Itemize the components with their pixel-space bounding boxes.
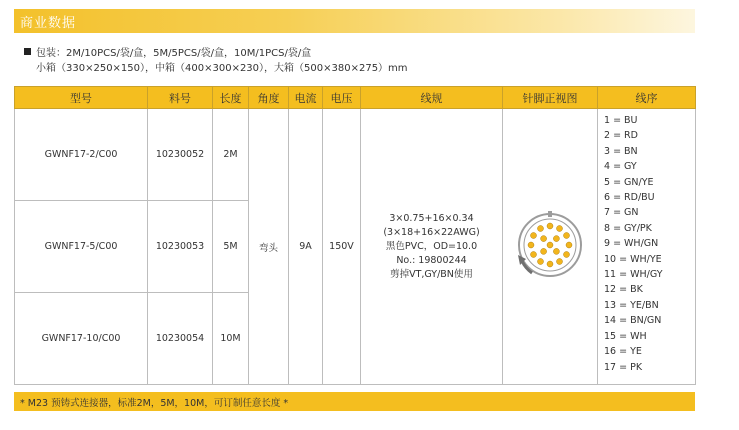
footnote-bar (14, 392, 695, 411)
spec-table (14, 86, 696, 385)
header-model: 型号 (15, 87, 148, 109)
header-current: 电流 (289, 87, 323, 109)
table-row (15, 109, 696, 201)
section-title-bar (14, 9, 695, 33)
connector-pin (547, 261, 553, 267)
connector-pin (538, 226, 544, 232)
pin-view-cell (503, 109, 598, 385)
wire-sequence-item: 15 = WH (604, 330, 647, 342)
packaging-info (24, 46, 408, 76)
angle-cell: 弯头 (249, 109, 289, 385)
packaging-line-2: 小箱（330×250×150），中箱（400×300×230），大箱（500×380×275）mm (36, 63, 408, 74)
wire-sequence-item: 5 = GN/YE (604, 176, 654, 188)
connector-pin (557, 259, 563, 265)
wire-sequence-item: 1 = BU (604, 115, 638, 126)
wire-sequence-item: 3 = BN (604, 145, 638, 157)
table-header-row (15, 87, 696, 109)
connector-pin (564, 252, 570, 258)
header-wire-gauge: 线规 (361, 87, 503, 109)
wire-sequence-item: 17 = PK (604, 361, 643, 373)
header-angle: 角度 (249, 87, 289, 109)
wire-sequence-item: 12 = BK (604, 284, 643, 296)
connector-pin (528, 242, 534, 248)
length-cell: 5M (213, 201, 249, 293)
wire-gauge-line: 3×0.75+16×0.34 (389, 212, 474, 224)
wire-sequence-item: 13 = YE/BN (604, 299, 659, 311)
connector-pin (566, 242, 572, 248)
model-cell: GWNF17-10/C00 (15, 293, 148, 385)
connector-pin (564, 233, 570, 239)
wire-sequence-item: 10 = WH/YE (604, 253, 662, 265)
header-pin-view: 针脚正视图 (503, 87, 598, 109)
header-part-no: 料号 (148, 87, 213, 109)
part-no-cell: 10230054 (148, 293, 213, 385)
footnote-text: * M23 预铸式连接器，标准2M，5M，10M，可订制任意长度 * (20, 398, 289, 409)
connector-pin-diagram (510, 205, 590, 285)
connector-pin (541, 248, 547, 254)
header-voltage: 电压 (323, 87, 361, 109)
wire-gauge-line: (3×18+16×22AWG) (383, 226, 480, 238)
wire-sequence-item: 14 = BN/GN (604, 315, 662, 327)
wire-sequence-item: 4 = GY (604, 161, 637, 173)
connector-pin (541, 236, 547, 242)
wire-sequence-item: 11 = WH/GY (604, 269, 663, 281)
packaging-line-1: 包装：2M/10PCS/袋/盒，5M/5PCS/袋/盒，10M/1PCS/袋/盒 (36, 48, 312, 59)
wire-sequence-item: 8 = GY/PK (604, 222, 652, 234)
bullet-icon (24, 48, 31, 55)
wire-gauge-cell (361, 109, 503, 385)
wire-sequence-item: 7 = GN (604, 207, 639, 219)
wire-gauge-line: No.: 19800244 (396, 254, 467, 266)
header-length: 长度 (213, 87, 249, 109)
connector-pin (547, 223, 553, 229)
voltage-cell: 150V (323, 109, 361, 385)
connector-pin (553, 248, 559, 254)
connector-pin (557, 226, 563, 232)
part-no-cell: 10230052 (148, 109, 213, 201)
length-cell: 10M (213, 293, 249, 385)
wire-gauge-line: 黑色PVC，OD=10.0 (385, 240, 478, 252)
connector-pin (531, 233, 537, 239)
part-no-cell: 10230053 (148, 201, 213, 293)
wire-sequence-cell (598, 109, 696, 385)
model-cell: GWNF17-2/C00 (15, 109, 148, 201)
connector-pin (547, 242, 553, 248)
wire-sequence-item: 6 = RD/BU (604, 192, 655, 204)
section-title: 商业数据 (20, 16, 77, 31)
connector-key (548, 211, 552, 217)
connector-pin (531, 252, 537, 258)
wire-sequence-item: 2 = RD (604, 130, 638, 142)
length-cell: 2M (213, 109, 249, 201)
header-wire-sequence: 线序 (598, 87, 696, 109)
wire-gauge-line: 剪掉VT,GY/BN使用 (390, 268, 473, 280)
model-cell: GWNF17-5/C00 (15, 201, 148, 293)
connector-pin (553, 236, 559, 242)
wire-sequence-item: 9 = WH/GN (604, 238, 659, 250)
wire-sequence-list (604, 113, 695, 375)
current-cell: 9A (289, 109, 323, 385)
wire-sequence-item: 16 = YE (604, 346, 642, 358)
connector-pin (538, 259, 544, 265)
